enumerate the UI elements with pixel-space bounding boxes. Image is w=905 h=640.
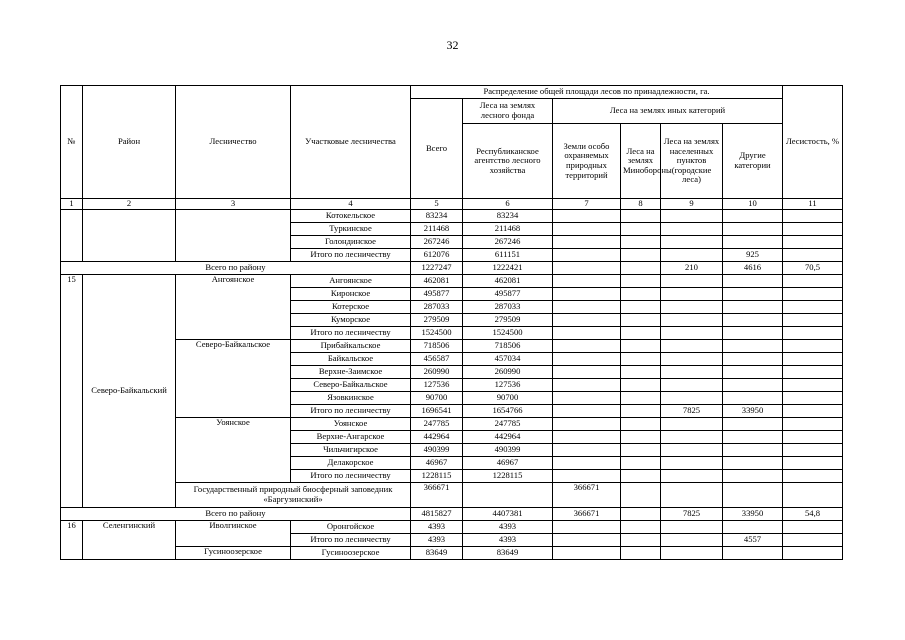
cell-defense [621, 534, 661, 547]
column-number: 6 [463, 199, 553, 210]
cell-fund: 1524500 [463, 327, 553, 340]
cell-oopt [553, 431, 621, 444]
cell-oopt [553, 275, 621, 288]
column-number: 2 [83, 199, 176, 210]
cell-other [723, 314, 783, 327]
table-row [61, 418, 843, 431]
cell-settle [661, 340, 723, 353]
cell-defense [621, 379, 661, 392]
cell-defense [621, 288, 661, 301]
row-number-cell: 16 [61, 521, 83, 560]
cell-total: 46967 [411, 457, 463, 470]
cell-fund: 1228115 [463, 470, 553, 483]
forestry-cell: Гусиноозерское [176, 547, 291, 560]
cell-defense [621, 547, 661, 560]
table-row [61, 521, 843, 534]
table-row [61, 275, 843, 288]
cover-cell [783, 301, 843, 314]
cover-cell [783, 379, 843, 392]
forestry-cell: Иволгинское [176, 521, 291, 547]
cell-oopt [553, 405, 621, 418]
section-forestry-cell: Байкальское [291, 353, 411, 366]
section-forestry-cell: Уоянское [291, 418, 411, 431]
cell-fund: 83649 [463, 547, 553, 560]
cell-defense [621, 275, 661, 288]
district-summary-label: Всего по району [61, 262, 411, 275]
cover-cell [783, 483, 843, 508]
table-row [61, 547, 843, 560]
summary-defense [621, 262, 661, 275]
cover-cell [783, 340, 843, 353]
cell-other [723, 366, 783, 379]
cell-total: 442964 [411, 431, 463, 444]
section-forestry-cell: Делакорское [291, 457, 411, 470]
header-section-forestry: Участковые лесничества [291, 86, 411, 199]
summary-fund: 4407381 [463, 508, 553, 521]
cell-fund: 1654766 [463, 405, 553, 418]
section-forestry-cell: Итого по лесничеству [291, 470, 411, 483]
reserve-fund [463, 483, 553, 508]
summary-other: 33950 [723, 508, 783, 521]
cell-fund: 4393 [463, 534, 553, 547]
summary-other: 4616 [723, 262, 783, 275]
reserve-settle [661, 483, 723, 508]
summary-cover: 54,8 [783, 508, 843, 521]
reserve-total: 366671 [411, 483, 463, 508]
district-summary-row [61, 262, 843, 275]
table-row [61, 340, 843, 353]
section-forestry-cell: Куморское [291, 314, 411, 327]
cell-other [723, 340, 783, 353]
cover-cell [783, 366, 843, 379]
cell-settle [661, 327, 723, 340]
cell-oopt [553, 301, 621, 314]
cell-total: 83649 [411, 547, 463, 560]
cell-settle [661, 353, 723, 366]
cell-oopt [553, 392, 621, 405]
cell-other: 33950 [723, 405, 783, 418]
cell-defense [621, 392, 661, 405]
cover-cell [783, 470, 843, 483]
cover-cell [783, 457, 843, 470]
summary-settle: 210 [661, 262, 723, 275]
reserve-row [61, 483, 843, 508]
section-forestry-cell: Верхне-Ангарское [291, 431, 411, 444]
cell-oopt [553, 223, 621, 236]
district-cell: Северо-Байкальский [83, 275, 176, 508]
forestry-cell: Ангоянское [176, 275, 291, 340]
cover-cell [783, 236, 843, 249]
column-number: 7 [553, 199, 621, 210]
cell-total: 1524500 [411, 327, 463, 340]
cover-cell [783, 223, 843, 236]
cover-cell [783, 521, 843, 534]
cell-total: 1696541 [411, 405, 463, 418]
cell-oopt [553, 366, 621, 379]
cover-cell [783, 392, 843, 405]
cell-settle [661, 301, 723, 314]
header-defense-lands: Леса на землях Минобороны [621, 124, 661, 199]
cell-settle [661, 379, 723, 392]
header-total: Всего [411, 99, 463, 199]
cell-settle [661, 418, 723, 431]
cover-cell [783, 444, 843, 457]
cell-settle [661, 457, 723, 470]
cell-fund: 718506 [463, 340, 553, 353]
cell-oopt [553, 521, 621, 534]
cell-oopt [553, 327, 621, 340]
section-forestry-cell: Ангоянское [291, 275, 411, 288]
cell-settle [661, 249, 723, 262]
cell-settle: 7825 [661, 405, 723, 418]
cell-fund: 211468 [463, 223, 553, 236]
cell-fund: 247785 [463, 418, 553, 431]
header-other: Другие категории [723, 124, 783, 199]
cell-other [723, 288, 783, 301]
cell-total: 462081 [411, 275, 463, 288]
cover-cell [783, 249, 843, 262]
cell-settle [661, 288, 723, 301]
district-cell [83, 210, 176, 262]
forest-distribution-table [60, 85, 843, 560]
header-forest-cover: Лесистость, % [783, 86, 843, 199]
cell-settle [661, 314, 723, 327]
cell-defense [621, 366, 661, 379]
summary-defense [621, 508, 661, 521]
cover-cell [783, 288, 843, 301]
cell-defense [621, 340, 661, 353]
cell-oopt [553, 210, 621, 223]
column-number: 1 [61, 199, 83, 210]
section-forestry-cell: Котерское [291, 301, 411, 314]
cell-fund: 90700 [463, 392, 553, 405]
cell-settle [661, 547, 723, 560]
summary-settle: 7825 [661, 508, 723, 521]
district-cell: Селенгинский [83, 521, 176, 560]
cover-cell [783, 353, 843, 366]
section-forestry-cell: Котокельское [291, 210, 411, 223]
cell-oopt [553, 379, 621, 392]
cell-oopt [553, 418, 621, 431]
cell-fund: 495877 [463, 288, 553, 301]
column-number-row [61, 199, 843, 210]
cell-total: 211468 [411, 223, 463, 236]
section-forestry-cell: Верхне-Заимское [291, 366, 411, 379]
cell-oopt [553, 236, 621, 249]
column-number: 9 [661, 199, 723, 210]
section-forestry-cell: Итого по лесничеству [291, 249, 411, 262]
cell-other [723, 392, 783, 405]
cell-settle [661, 392, 723, 405]
cell-fund: 127536 [463, 379, 553, 392]
section-forestry-cell: Киронское [291, 288, 411, 301]
column-number: 5 [411, 199, 463, 210]
cell-fund: 287033 [463, 301, 553, 314]
cell-fund: 46967 [463, 457, 553, 470]
cell-total: 4393 [411, 534, 463, 547]
cover-cell [783, 405, 843, 418]
cell-settle [661, 431, 723, 444]
cell-total: 495877 [411, 288, 463, 301]
cell-fund: 260990 [463, 366, 553, 379]
cell-other [723, 275, 783, 288]
cover-cell [783, 314, 843, 327]
cover-cell [783, 418, 843, 431]
reserve-name: Государственный природный биосферный заповедник «Баргузинский» [176, 483, 411, 508]
section-forestry-cell: Итого по лесничеству [291, 405, 411, 418]
cell-other [723, 236, 783, 249]
cell-other [723, 431, 783, 444]
cell-oopt [553, 534, 621, 547]
header-forestry: Лесничество [176, 86, 291, 199]
cell-other [723, 547, 783, 560]
cell-defense [621, 444, 661, 457]
cell-total: 83234 [411, 210, 463, 223]
column-number: 8 [621, 199, 661, 210]
forestry-cell: Северо-Байкальское [176, 340, 291, 418]
cell-other [723, 444, 783, 457]
cell-defense [621, 301, 661, 314]
cell-settle [661, 521, 723, 534]
header-forest-fund-lands: Леса на землях лесного фонда [463, 99, 553, 124]
cell-other [723, 457, 783, 470]
reserve-other [723, 483, 783, 508]
cell-total: 490399 [411, 444, 463, 457]
cell-defense [621, 223, 661, 236]
cover-cell [783, 327, 843, 340]
section-forestry-cell: Северо-Байкальское [291, 379, 411, 392]
cell-defense [621, 418, 661, 431]
section-forestry-cell: Язовкинское [291, 392, 411, 405]
cell-settle [661, 210, 723, 223]
cell-oopt [553, 444, 621, 457]
column-number: 11 [783, 199, 843, 210]
cell-oopt [553, 288, 621, 301]
header-settlements: Леса на землях населенных пунктов (городские леса) [661, 124, 723, 199]
cell-other [723, 210, 783, 223]
section-forestry-cell: Итого по лесничеству [291, 327, 411, 340]
cell-other [723, 521, 783, 534]
cell-total: 260990 [411, 366, 463, 379]
cell-total: 287033 [411, 301, 463, 314]
cell-oopt [553, 457, 621, 470]
cell-defense [621, 353, 661, 366]
section-forestry-cell: Туркинское [291, 223, 411, 236]
section-forestry-cell: Прибайкальское [291, 340, 411, 353]
section-forestry-cell: Оронгойское [291, 521, 411, 534]
cell-fund: 611151 [463, 249, 553, 262]
cell-defense [621, 457, 661, 470]
row-number-cell: 15 [61, 275, 83, 508]
cell-fund: 279509 [463, 314, 553, 327]
cell-defense [621, 236, 661, 249]
forestry-cell [176, 210, 291, 262]
section-forestry-cell: Голондинское [291, 236, 411, 249]
table-row [61, 210, 843, 223]
column-number: 10 [723, 199, 783, 210]
summary-total: 4815827 [411, 508, 463, 521]
cell-total: 127536 [411, 379, 463, 392]
cell-fund: 462081 [463, 275, 553, 288]
section-forestry-cell: Итого по лесничеству [291, 534, 411, 547]
cell-fund: 490399 [463, 444, 553, 457]
cell-other [723, 353, 783, 366]
header-protected-territories: Земли особо охраняемых природных территорий [553, 124, 621, 199]
cell-total: 456587 [411, 353, 463, 366]
reserve-defense [621, 483, 661, 508]
cell-other [723, 470, 783, 483]
cell-fund: 457034 [463, 353, 553, 366]
cover-cell [783, 547, 843, 560]
summary-fund: 1222421 [463, 262, 553, 275]
cell-oopt [553, 470, 621, 483]
cell-total: 1228115 [411, 470, 463, 483]
cell-defense [621, 431, 661, 444]
page-number: 32 [446, 38, 459, 52]
cell-oopt [553, 314, 621, 327]
column-number: 3 [176, 199, 291, 210]
cell-other [723, 327, 783, 340]
cell-settle [661, 366, 723, 379]
cell-defense [621, 210, 661, 223]
cover-cell [783, 275, 843, 288]
cell-defense [621, 470, 661, 483]
cell-oopt [553, 340, 621, 353]
district-summary-label: Всего по району [61, 508, 411, 521]
cell-other [723, 301, 783, 314]
header-no: № [61, 86, 83, 199]
cell-other [723, 223, 783, 236]
cell-fund: 83234 [463, 210, 553, 223]
cell-settle [661, 236, 723, 249]
cell-settle [661, 534, 723, 547]
cell-total: 718506 [411, 340, 463, 353]
cell-fund: 442964 [463, 431, 553, 444]
section-forestry-cell: Гусиноозерское [291, 547, 411, 560]
cell-defense [621, 521, 661, 534]
cell-defense [621, 249, 661, 262]
summary-cover: 70,5 [783, 262, 843, 275]
cell-total: 279509 [411, 314, 463, 327]
cover-cell [783, 534, 843, 547]
cell-defense [621, 314, 661, 327]
cell-settle [661, 444, 723, 457]
cell-settle [661, 223, 723, 236]
cell-fund: 4393 [463, 521, 553, 534]
cell-other: 925 [723, 249, 783, 262]
reserve-oopt: 366671 [553, 483, 621, 508]
header-district: Район [83, 86, 176, 199]
district-summary-row [61, 508, 843, 521]
header-republican-agency: Республиканское агентство лесного хозяйства [463, 124, 553, 199]
cover-cell [783, 210, 843, 223]
summary-oopt: 366671 [553, 508, 621, 521]
section-forestry-cell: Чильчигирское [291, 444, 411, 457]
cell-total: 247785 [411, 418, 463, 431]
column-number: 4 [291, 199, 411, 210]
header-distribution: Распределение общей площади лесов по принадлежности, га. [411, 86, 783, 99]
header-other-categories: Леса на землях иных категорий [553, 99, 783, 124]
cell-oopt [553, 547, 621, 560]
cell-total: 267246 [411, 236, 463, 249]
cell-total: 612076 [411, 249, 463, 262]
cell-fund: 267246 [463, 236, 553, 249]
summary-total: 1227247 [411, 262, 463, 275]
cell-total: 4393 [411, 521, 463, 534]
cell-defense [621, 405, 661, 418]
summary-oopt [553, 262, 621, 275]
cell-total: 90700 [411, 392, 463, 405]
cell-oopt [553, 353, 621, 366]
cell-settle [661, 470, 723, 483]
cell-other: 4557 [723, 534, 783, 547]
cover-cell [783, 431, 843, 444]
cell-other [723, 379, 783, 392]
row-number-cell [61, 210, 83, 262]
cell-oopt [553, 249, 621, 262]
cell-settle [661, 275, 723, 288]
header-row-1 [61, 86, 843, 99]
cell-defense [621, 327, 661, 340]
cell-other [723, 418, 783, 431]
forestry-cell: Уоянское [176, 418, 291, 483]
